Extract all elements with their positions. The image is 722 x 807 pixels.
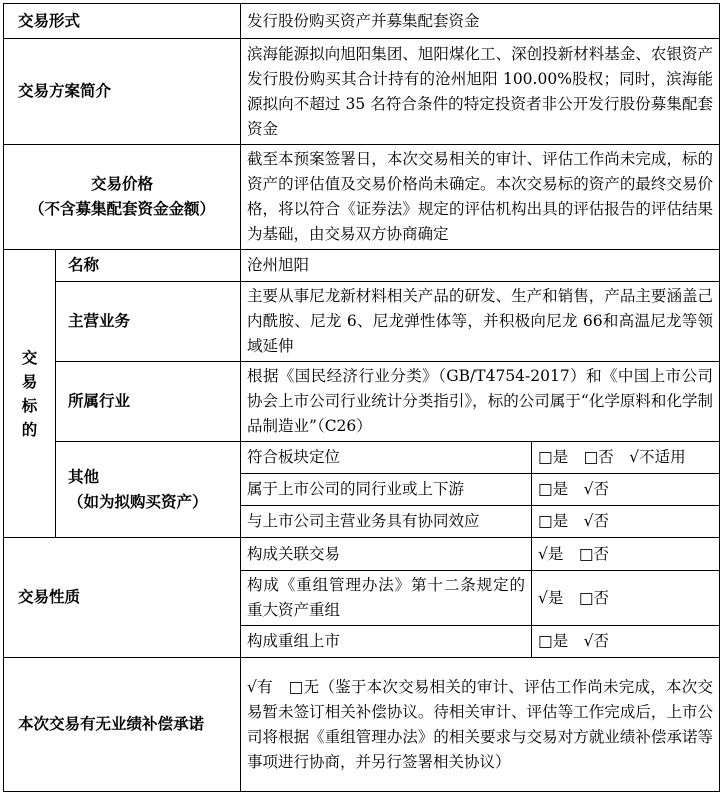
compensation-label: 本次交易有无业绩补偿承诺	[4, 658, 241, 792]
target-other-label-cell	[56, 442, 241, 538]
price-sublabel: （不含募集配套资金金额）	[29, 200, 216, 218]
target-other-sublabel: （如为拟购买资产）	[68, 492, 208, 511]
plan-value: 滨海能源拟向旭阳集团、旭阳煤化工、深创投新材料基金、农银资产发行股份购买其合计持有的沧州旭阳 100.00%股权；同时，滨海能源拟向不超过 35 名符合条件的特定投资者非公开发行股份募集配套资金	[241, 39, 720, 145]
target-business-label: 主营业务	[56, 282, 241, 362]
other-item-choice: □是 √否	[532, 506, 720, 538]
price-value: 截至本预案签署日，本次交易相关的审计、评估工作尚未完成，标的资产的评估值及交易价格尚未确定。本次交易标的资产的最终交易价格，将以符合《证券法》规定的评估机构出具的评估报告的评估结果为基础，由交易双方协商确定	[241, 145, 720, 250]
transaction-summary-table	[3, 3, 720, 792]
price-label-cell	[4, 145, 241, 250]
target-business-value: 主要从事尼龙新材料相关产品的研发、生产和销售，产品主要涵盖己内酰胺、尼龙 6、尼龙弹性体等，并积极向尼龙 66和高温尼龙等领域延伸	[241, 282, 720, 362]
form-label: 交易形式	[4, 4, 241, 39]
plan-label: 交易方案简介	[4, 39, 241, 145]
nature-item-text: 构成重组上市	[241, 626, 532, 658]
target-industry-value: 根据《国民经济行业分类》（GB/T4754-2017）和《中国上市公司协会上市公司行业统计分类指引》，标的公司属于“化学原料和化学制品制造业”（C26）	[241, 362, 720, 442]
nature-item-text: 构成关联交易	[241, 538, 532, 571]
other-item-text: 属于上市公司的同行业或上下游	[241, 474, 532, 506]
target-industry-label: 所属行业	[56, 362, 241, 442]
target-label: 交 易 标 的	[4, 250, 56, 538]
nature-item-choice: √是 □否	[532, 571, 720, 626]
nature-item-choice: □是 √否	[532, 626, 720, 658]
target-name-label: 名称	[56, 250, 241, 282]
compensation-value: √有 □无（鉴于本次交易相关的审计、评估工作尚未完成，本次交易暂未签订相关补偿协议。待相关审计、评估等工作完成后，上市公司将根据《重组管理办法》的相关要求与交易对方就业绩补偿承诺等事项进行协商，并另行签署相关协议）	[241, 658, 720, 792]
other-item-text: 符合板块定位	[241, 442, 532, 474]
price-label: 交易价格	[91, 175, 154, 193]
other-item-choice: □是 □否 √不适用	[532, 442, 720, 474]
target-name-value: 沧州旭阳	[241, 250, 720, 282]
other-item-choice: □是 √否	[532, 474, 720, 506]
nature-item-choice: √是 □否	[532, 538, 720, 571]
nature-item-text: 构成《重组管理办法》第十二条规定的重大资产重组	[241, 571, 532, 626]
target-other-label: 其他	[68, 467, 100, 486]
form-value: 发行股份购买资产并募集配套资金	[241, 4, 720, 39]
nature-label: 交易性质	[4, 538, 241, 658]
other-item-text: 与上市公司主营业务具有协同效应	[241, 506, 532, 538]
